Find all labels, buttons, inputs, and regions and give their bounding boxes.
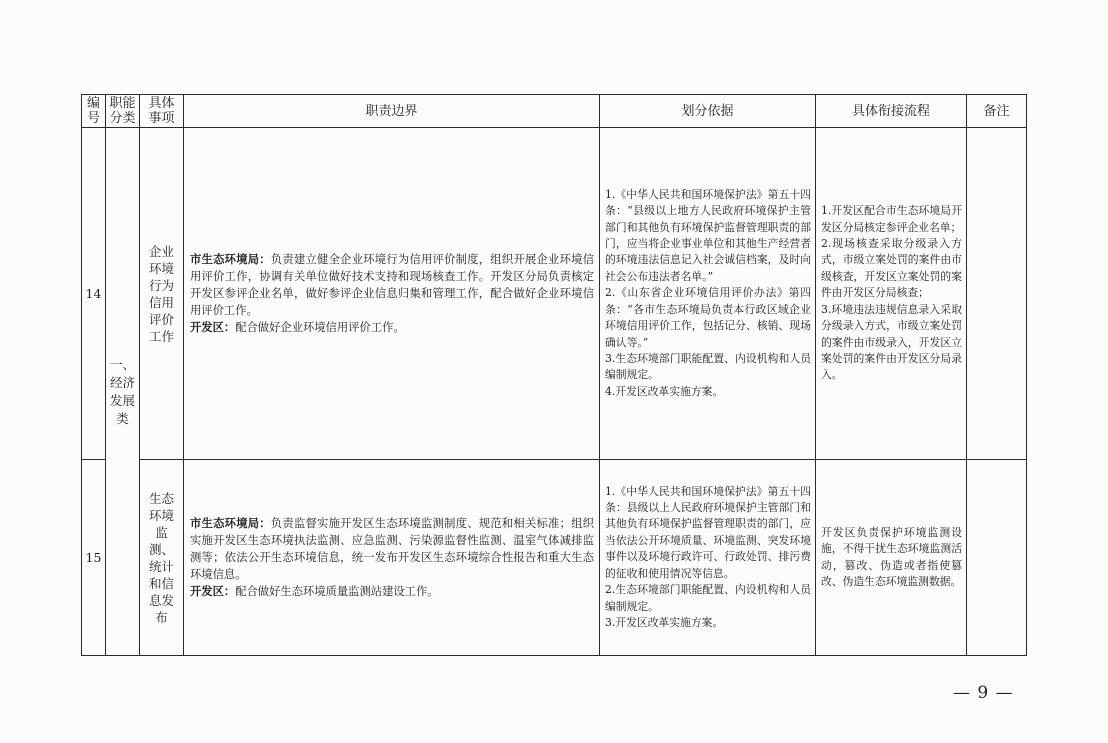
- header-remark: 备注: [967, 95, 1027, 128]
- table-header-row: [82, 95, 1027, 128]
- category-cell: 一、 经济 发展 类: [106, 128, 140, 656]
- page-number: — 9 —: [953, 683, 1014, 703]
- basis-cell: [600, 128, 816, 460]
- duty-zone-text: 配合做好生态环境质量监测站建设工作。: [235, 585, 439, 598]
- row-number: 14: [82, 128, 106, 460]
- duty-city-text: 负责监督实施开发区生态环境监测制度、规范和相关标准；组织实施开发区生态环境执法监测、应急监测、污染源监督性监测、温室气体减排监测等；依法公开生态环境信息，统一发布开发区生态环境综合性报告和重大生态环境信息。: [190, 517, 594, 581]
- header-category: 职能 分类: [106, 95, 140, 128]
- duty-city-text: 负责建立健全企业环境行为信用评价制度，组织开展企业环境信用评价工作，协调有关单位做好技术支持和现场核查工作。开发区分局负责核定开发区参评企业名单，做好参评企业信息归集和管理工作，配合做好企业环境信用评价工作。: [190, 253, 594, 317]
- table-row: [82, 128, 1027, 460]
- duty-cell: [184, 460, 600, 656]
- header-item: 具体 事项: [140, 95, 184, 128]
- flow-cell: [816, 460, 967, 656]
- duty-zone-text: 配合做好企业环境信用评价工作。: [235, 321, 405, 334]
- flow-item: 3.环境违法违规信息录入采取分级录入方式，市级立案处罚的案件由市级录入，开发区立案处罚的案件由开发区分局录入。: [821, 302, 962, 382]
- flow-item: 2.现场核查采取分级录入方式，市级立案处罚的案件由市级核查，开发区立案处罚的案件由开发区分局核查；: [821, 237, 962, 300]
- basis-item: 1.《中华人民共和国环境保护法》第五十四条：“县级以上地方人民政府环境保护主管部门和其他负有环境保护监督管理职责的部门，应当将企业事业单位和其他生产经营者的环境违法信息记入社会诚信档案，及时向社会公布违法者名单。”: [605, 187, 811, 283]
- duty-city-label: 市生态环境局：: [190, 252, 271, 266]
- duty-cell: [184, 128, 600, 460]
- remark-cell: [967, 460, 1027, 656]
- basis-item: 2.《山东省企业环境信用评价办法》第四条：“各市生态环境局负责本行政区域企业环境信用评价工作，包括记分、核销、现场确认等。”: [605, 286, 811, 349]
- header-flow: 具体衔接流程: [816, 95, 967, 128]
- flow-cell: [816, 128, 967, 460]
- basis-item: 3.开发区改革实施方案。: [605, 615, 724, 629]
- header-number: 编 号: [82, 95, 106, 128]
- flow-item: 1.开发区配合市生态环境局开发区分局核定参评企业名单；: [821, 204, 962, 234]
- header-basis: 划分依据: [600, 95, 816, 128]
- item-cell: 企业环境行为信用评价工作: [140, 128, 184, 460]
- duty-zone-label: 开发区：: [190, 584, 236, 598]
- basis-item: 4.开发区改革实施方案。: [605, 384, 724, 398]
- basis-cell: [600, 460, 816, 656]
- duty-zone-label: 开发区：: [190, 320, 236, 334]
- item-cell: 生态环境监测、统计和信息发布: [140, 460, 184, 656]
- flow-item: 开发区负责保护环境监测设施，不得干扰生态环境监测活动，篡改、伪造或者指使篡改、伪造生态环境监测数据。: [821, 525, 962, 588]
- table-row: [82, 460, 1027, 656]
- basis-item: 2.生态环境部门职能配置、内设机构和人员编制规定。: [605, 583, 811, 613]
- basis-item: 3.生态环境部门职能配置、内设机构和人员编制规定。: [605, 351, 811, 382]
- responsibility-table: [81, 94, 1027, 656]
- remark-cell: [967, 128, 1027, 460]
- duty-city-label: 市生态环境局：: [190, 516, 271, 530]
- header-duty: 职责边界: [184, 95, 600, 128]
- row-number: 15: [82, 460, 106, 656]
- basis-item: 1.《中华人民共和国环境保护法》第五十四条：县级以上人民政府环境保护主管部门和其他负有环境保护监督管理职责的部门，应当依法公开环境质量、环境监测、突发环境事件以及环境行政许可、行政处罚、排污费的征收和使用情况等信息。: [605, 484, 811, 580]
